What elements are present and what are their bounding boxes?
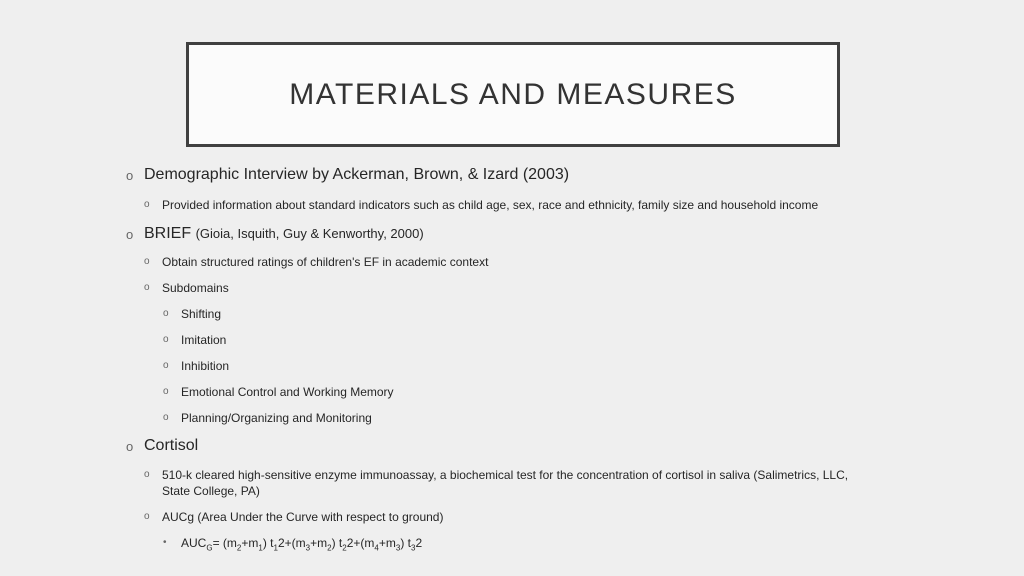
bullet-icon: o	[163, 386, 169, 397]
item-demographic-sub: Provided information about standard indicators such as child age, sex, race and ethnicity, family size and household income	[162, 198, 819, 212]
list-item	[163, 410, 372, 426]
bullet-dot-icon: •	[163, 537, 167, 548]
list-item	[126, 166, 569, 184]
slide-title: MATERIALS AND MEASURES	[289, 77, 737, 111]
bullet-icon: o	[126, 168, 134, 183]
list-item	[144, 280, 229, 296]
item-demographic: Demographic Interview by Ackerman, Brown, & Izard (2003)	[144, 166, 570, 183]
bullet-icon: o	[163, 360, 169, 371]
item-cortisol-test: 510-k cleared high-sensitive enzyme immunoassay, a biochemical test for the concentration of cortisol in saliva (Salimetrics, LLC, State College, PA)	[162, 468, 849, 498]
list-item	[163, 358, 229, 374]
item-cortisol: Cortisol	[144, 437, 199, 454]
item-brief	[144, 225, 424, 243]
list-item	[163, 535, 422, 556]
item-planning: Planning/Organizing and Monitoring	[181, 411, 372, 425]
list-item	[144, 467, 864, 499]
bullet-icon: o	[126, 227, 134, 242]
bullet-icon: o	[163, 334, 169, 345]
list-item	[163, 384, 394, 400]
bullet-icon: o	[144, 199, 150, 210]
item-imitation: Imitation	[181, 333, 227, 347]
bullet-icon: o	[144, 511, 150, 522]
bullet-icon: o	[163, 308, 169, 319]
item-shifting: Shifting	[181, 307, 222, 321]
list-item	[126, 225, 424, 243]
bullet-icon: o	[144, 256, 150, 267]
bullet-icon: o	[144, 282, 150, 293]
list-item	[126, 437, 198, 455]
item-inhibition: Inhibition	[181, 359, 230, 373]
item-brief-ratings: Obtain structured ratings of children's EF in academic context	[162, 255, 489, 269]
brief-citation: (Gioia, Isquith, Guy & Kenworthy, 2000)	[195, 226, 424, 241]
list-item	[163, 332, 226, 348]
item-emotional-control: Emotional Control and Working Memory	[181, 385, 394, 399]
list-item	[144, 509, 443, 525]
item-aucg: AUCg (Area Under the Curve with respect to ground)	[162, 510, 444, 524]
bullet-icon: o	[163, 412, 169, 423]
auc-formula: $AUC_G= (m_2+m_1)$ $t_12+(m_3+m_2)$ $t_22+(m_4+m_3)$ $t_32$	[181, 536, 423, 553]
bullet-icon: o	[144, 469, 150, 480]
item-subdomains: Subdomains	[162, 281, 229, 295]
list-item	[144, 254, 488, 270]
list-item	[144, 197, 864, 213]
list-item	[163, 306, 221, 322]
bullet-icon: o	[126, 439, 134, 454]
brief-label: BRIEF	[144, 225, 192, 242]
